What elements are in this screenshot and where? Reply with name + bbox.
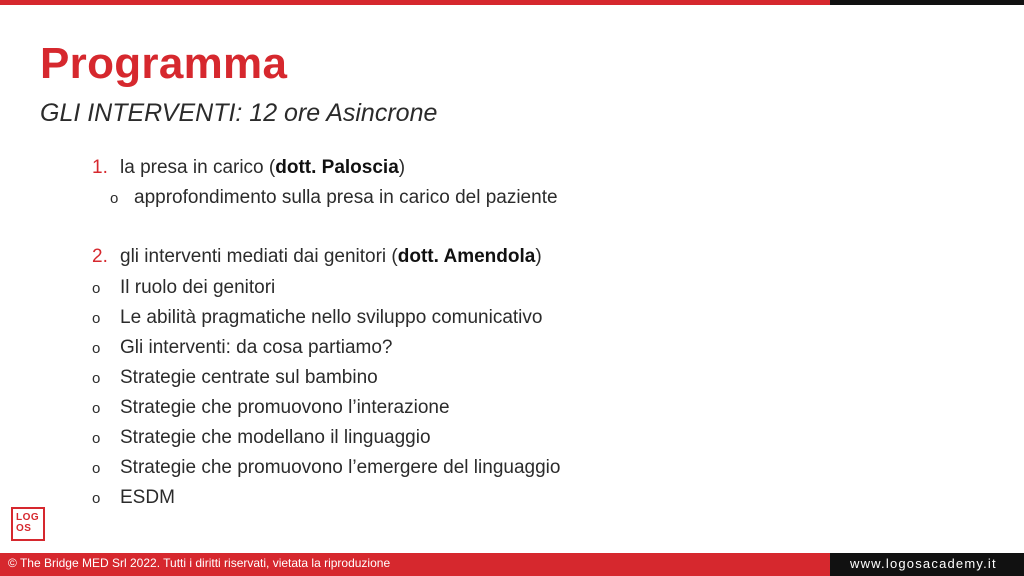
- list-text: approfondimento sulla presa in carico del paziente: [134, 187, 558, 208]
- list-text: Strategie centrate sul bambino: [120, 367, 378, 388]
- list-text: la presa in carico (: [120, 157, 276, 178]
- top-dark-bar: [830, 0, 1024, 5]
- bullet-icon: o: [92, 460, 101, 477]
- list-item-numbered-1: [92, 155, 405, 181]
- bullet-icon: o: [92, 340, 101, 357]
- list-bold-text: dott. Paloscia: [275, 157, 399, 178]
- logo-text-line1: LOG: [16, 512, 40, 523]
- list-bold-text: dott. Amendola: [397, 246, 536, 267]
- list-item-bullet: [92, 275, 275, 302]
- list-text: ): [398, 157, 406, 178]
- bullet-icon: o: [92, 400, 101, 417]
- bullet-icon: o: [92, 370, 101, 387]
- list-item-bullet: [92, 365, 378, 392]
- bullet-icon: o: [92, 490, 101, 507]
- list-text: Strategie che promuovono l’interazione: [120, 397, 450, 418]
- list-item-numbered-2: [92, 244, 542, 270]
- footer-website: www.logosacademy.it: [850, 556, 997, 571]
- list-item-bullet: [92, 395, 450, 422]
- bullet-icon: o: [92, 280, 101, 297]
- list-text: Il ruolo dei genitori: [120, 277, 276, 298]
- list-text: Gli interventi: da cosa partiamo?: [120, 337, 393, 358]
- list-text: ): [535, 246, 542, 267]
- logo-text-line2: OS: [16, 523, 32, 534]
- list-text: Strategie che modellano il linguaggio: [120, 427, 431, 448]
- list-text: Le abilità pragmatiche nello sviluppo comunicativo: [120, 307, 543, 328]
- footer-copyright: © The Bridge MED Srl 2022. Tutti i diritti riservati, vietata la riproduzione: [8, 556, 391, 570]
- list-text: Strategie che promuovono l’emergere del linguaggio: [120, 457, 561, 478]
- top-accent-bar: [0, 0, 830, 5]
- slide-subtitle: GLI INTERVENTI: 12 ore Asincrone: [40, 99, 438, 127]
- list-number: 2.: [92, 246, 108, 267]
- list-text: gli interventi mediati dai genitori (: [120, 246, 398, 267]
- list-item-bullet: [92, 305, 542, 332]
- bullet-icon: o: [92, 430, 101, 447]
- list-item-bullet: [92, 485, 175, 512]
- list-item-bullet: [92, 335, 392, 362]
- list-text: ESDM: [120, 487, 175, 508]
- logos-logo: [11, 507, 45, 541]
- list-item-subbullet: [110, 185, 558, 212]
- list-item-bullet: [92, 425, 431, 452]
- bullet-icon: o: [110, 190, 119, 207]
- bullet-icon: o: [92, 310, 101, 327]
- slide-title: Programma: [40, 39, 288, 88]
- list-number: 1.: [92, 157, 108, 178]
- list-item-bullet: [92, 455, 560, 482]
